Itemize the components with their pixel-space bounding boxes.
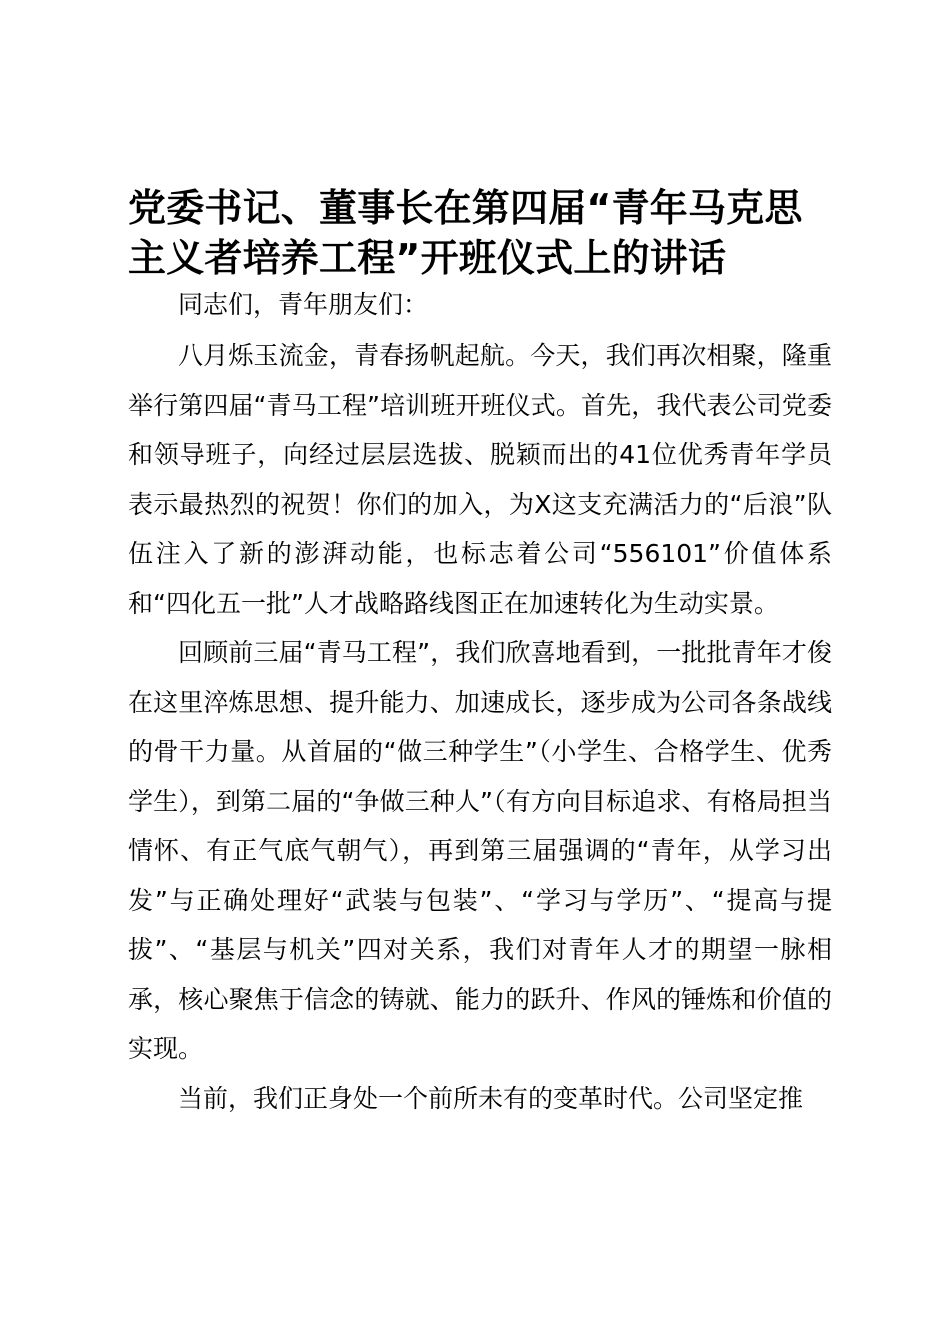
document-title: 党委书记、董事长在第四届“青年马克思主义者培养工程”开班仪式上的讲话 xyxy=(128,186,803,280)
paragraph-2: 回顾前三届“青马工程”，我们欣喜地看到，一批批青年才俊在这里淬炼思想、提升能力、加速成长，逐步成为公司各条战线的骨干力量。从首届的“做三种学生”（小学生、合格学生、优秀学生），到第二届的“争做三种人”（有方向目标追求、有格局担当情怀、有正气底气朝气），再到第三届强调的“青年，从学习出发”与正确处理好“武装与包装”、“学习与学历”、“提高与提拔”、“基层与机关”四对关系，我们对青年人才的期望一脉相承，核心聚焦于信念的铸就、能力的跃升、作风的锤炼和价值的实现。 xyxy=(128,638,832,1063)
paragraph-3: 当前，我们正身处一个前所未有的变革时代。公司坚定推 xyxy=(178,1083,804,1113)
salutation: 同志们，青年朋友们： xyxy=(178,290,429,319)
paragraph-1: 八月烁玉流金，青春扬帆起航。今天，我们再次相聚，隆重举行第四届“青马工程”培训班开班仪式。首先，我代表公司党委和领导班子，向经过层层选拔、脱颖而出的41位优秀青年学员表示最热烈的祝贺！你们的加入，为X这支充满活力的“后浪”队伍注入了新的澎湃动能，也标志着公司“556101”价值体系和“四化五一批”人才战略路线图正在加速转化为生动实景。 xyxy=(128,341,832,618)
document-page xyxy=(128,183,832,1123)
